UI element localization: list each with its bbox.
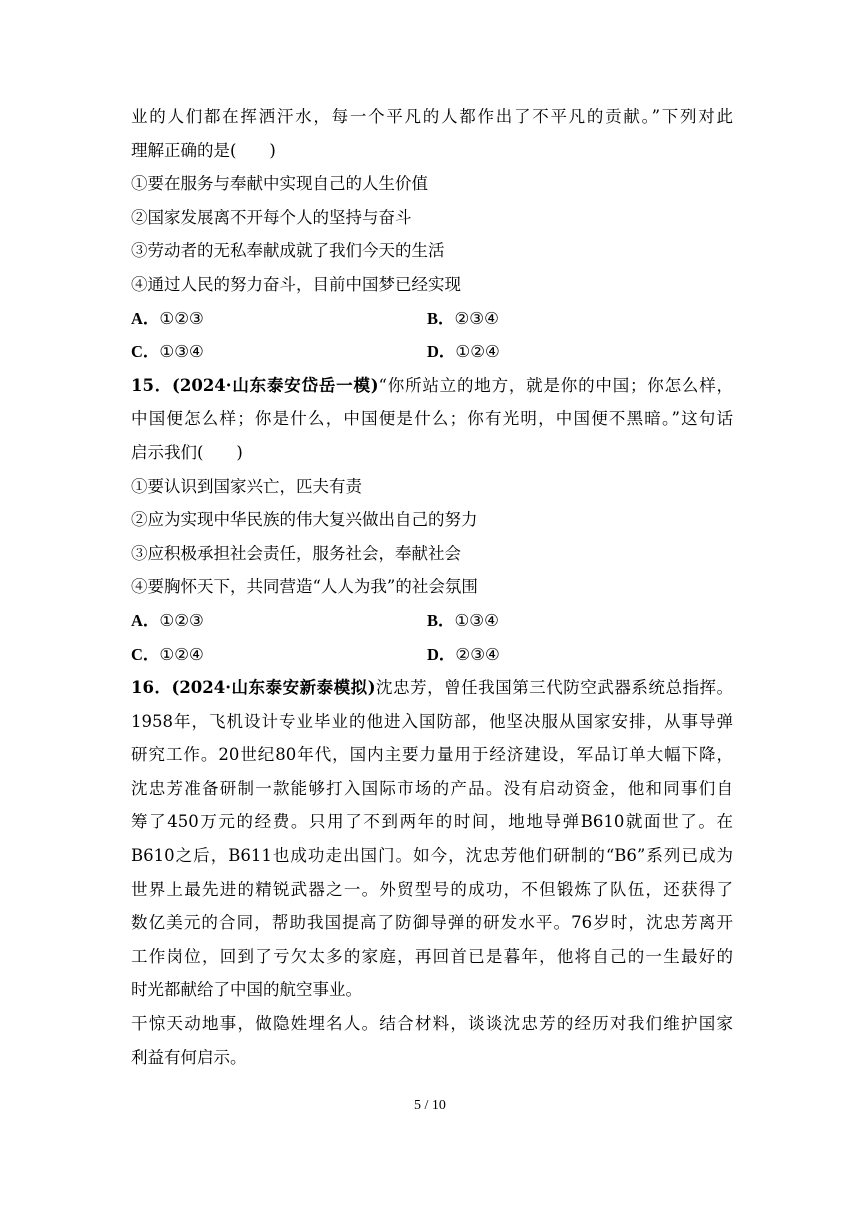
option-d: D．①②④ (427, 342, 500, 362)
statement-item: ③应积极承担社会责任，服务社会，奉献社会 (131, 543, 461, 563)
question-stem-line (131, 369, 733, 403)
material-line: 时光都献给了中国的航空事业。 (131, 980, 362, 1000)
option-c: C．①②④ (131, 644, 204, 664)
statement-item: ①要在服务与奉献中实现自己的人生价值 (131, 174, 428, 194)
statement-item: ④通过人民的努力奋斗，目前中国梦已经实现 (131, 274, 461, 294)
statement-item: ②应为实现中华民族的伟大复兴做出自己的努力 (131, 510, 478, 530)
material-line: 1958年，飞机设计专业毕业的他进入国防部，他坚决服从国家安排，从事导弹 (131, 711, 733, 731)
statement-item: ②国家发展离不开每个人的坚持与奋斗 (131, 207, 412, 227)
material-line: 沈忠芳准备研制一款能够打入国际市场的产品。没有启动资金，他和同事们自 (131, 778, 733, 798)
material-line: 研究工作。20世纪80年代，国内主要力量用于经济建设，军品订单大幅下降， (131, 745, 733, 765)
answer-options-row (131, 302, 733, 336)
material-line: 工作岗位，回到了亏欠太多的家庭，再回首已是暮年，他将自己的一生最好的 (131, 946, 733, 966)
option-a: A．①②③ (131, 610, 204, 630)
question-label: 15．(2024·山东泰安岱岳一模) (131, 375, 379, 395)
question-14 (131, 100, 733, 369)
question-stem-line: 业的人们都在挥洒汗水，每一个平凡的人都作出了不平凡的贡献。”下列对此 (131, 107, 733, 126)
page-number: 5 / 10 (414, 1098, 446, 1113)
question-16 (131, 671, 733, 1074)
material-line: B610之后，B611也成功走出国门。如今，沈忠芳他们研制的“B6”系列已成为 (131, 846, 733, 866)
question-stem-text: 沈忠芳，曾任我国第三代防空武器系统总指挥。 (375, 678, 733, 698)
answer-options-row (131, 638, 733, 672)
option-a: A．①②③ (131, 308, 204, 328)
page-content (131, 100, 733, 1074)
question-stem-line: 启示我们( ) (131, 442, 243, 462)
question-label: 16．(2024·山东泰安新泰模拟) (131, 678, 376, 698)
question-stem-line: 中国便怎么样；你是什么，中国便是什么；你有光明，中国便不黑暗。”这句话 (131, 409, 733, 429)
option-b: B．①③④ (427, 610, 499, 630)
material-line: 筹了450万元的经费。只用了不到两年的时间，地地导弹B610就面世了。在 (131, 812, 733, 832)
statement-item: ④要胸怀天下，共同营造“人人为我”的社会氛围 (131, 577, 478, 597)
question-prompt-line: 利益有何启示。 (131, 1047, 247, 1067)
question-stem-line: 理解正确的是( ) (131, 140, 276, 160)
option-d: D．②③④ (427, 644, 500, 664)
question-stem-line (131, 671, 733, 705)
material-line: 数亿美元的合同，帮助我国提高了防御导弹的研发水平。76岁时，沈忠芳离开 (131, 913, 733, 933)
question-stem-text: “你所站立的地方，就是你的中国；你怎么样， (378, 375, 733, 395)
statement-item: ①要认识到国家兴亡，匹夫有责 (131, 476, 362, 496)
question-prompt-line: 干惊天动地事，做隐姓埋名人。结合材料，谈谈沈忠芳的经历对我们维护国家 (131, 1014, 733, 1034)
answer-options-row (131, 335, 733, 369)
answer-options-row (131, 604, 733, 638)
statement-item: ③劳动者的无私奉献成就了我们今天的生活 (131, 241, 445, 261)
question-15 (131, 369, 733, 671)
material-line: 世界上最先进的精锐武器之一。外贸型号的成功，不但锻炼了队伍，还获得了 (131, 879, 733, 899)
option-b: B．②③④ (427, 308, 499, 328)
option-c: C．①③④ (131, 342, 204, 362)
